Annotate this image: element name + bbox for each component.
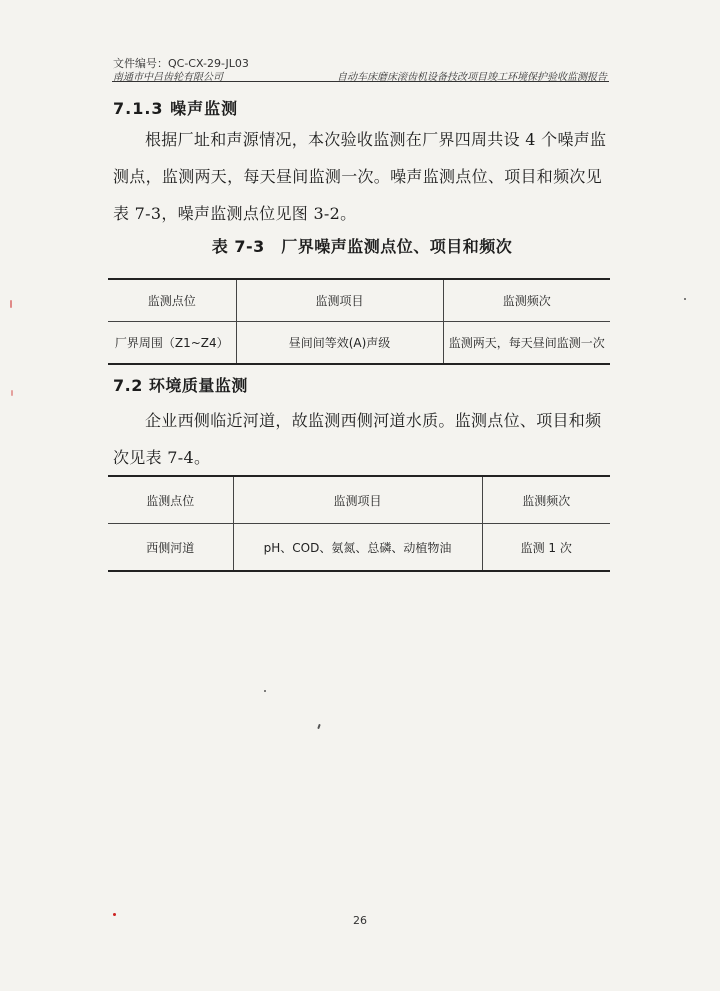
report-title: 自动车床磨床滚齿机设备技改项目竣工环境保护验收监测报告 bbox=[337, 72, 607, 83]
scan-speck bbox=[264, 690, 266, 692]
scan-speck bbox=[11, 390, 13, 396]
document-number: 文件编号：QC-CX-29-JL03 bbox=[113, 57, 249, 70]
scan-speck bbox=[113, 913, 116, 916]
table-cell: pH、COD、氨氮、总磷、动植物油 bbox=[233, 524, 482, 572]
table-header-row bbox=[108, 476, 610, 524]
company-name: 南通市中吕齿轮有限公司 bbox=[113, 72, 223, 83]
table-cell: 昼间间等效(A)声级 bbox=[236, 322, 443, 365]
table-header-cell: 监测频次 bbox=[443, 279, 610, 322]
table-cell: 监测 1 次 bbox=[482, 524, 610, 572]
page-number: 26 bbox=[353, 914, 367, 927]
section-7-1-3-heading: 7.1.3 噪声监测 bbox=[113, 99, 239, 118]
table-header-cell: 监测项目 bbox=[233, 476, 482, 524]
table-header-cell: 监测点位 bbox=[108, 279, 236, 322]
header-rule bbox=[112, 81, 609, 82]
section-7-2-heading: 7.2 环境质量监测 bbox=[113, 376, 248, 395]
table-cell: 厂界周围（Z1~Z4） bbox=[108, 322, 236, 365]
scan-speck bbox=[684, 298, 686, 300]
table-row bbox=[108, 524, 610, 572]
table-header-cell: 监测频次 bbox=[482, 476, 610, 524]
table-cell: 西侧河道 bbox=[108, 524, 233, 572]
scan-speck bbox=[10, 300, 12, 308]
table-header-row bbox=[108, 279, 610, 322]
table-7-4 bbox=[108, 475, 610, 572]
table-7-3-caption: 表 7-3 厂界噪声监测点位、项目和频次 bbox=[211, 237, 513, 256]
table-cell: 监测两天，每天昼间监测一次 bbox=[443, 322, 610, 365]
table-header-cell: 监测项目 bbox=[236, 279, 443, 322]
section-7-1-3-paragraph: 根据厂址和声源情况，本次验收监测在厂界四周共设 4 个噪声监测点，监测两天，每天昼间监测一次。噪声监测点位、项目和频次见表 7-3，噪声监测点位见图 3-2。 bbox=[113, 130, 607, 223]
table-header-cell: 监测点位 bbox=[108, 476, 233, 524]
table-7-3 bbox=[108, 278, 610, 365]
section-7-2-paragraph: 企业西侧临近河道，故监测西侧河道水质。监测点位、项目和频次见表 7-4。 bbox=[113, 411, 602, 467]
scan-speck bbox=[317, 724, 321, 729]
table-row bbox=[108, 322, 610, 365]
